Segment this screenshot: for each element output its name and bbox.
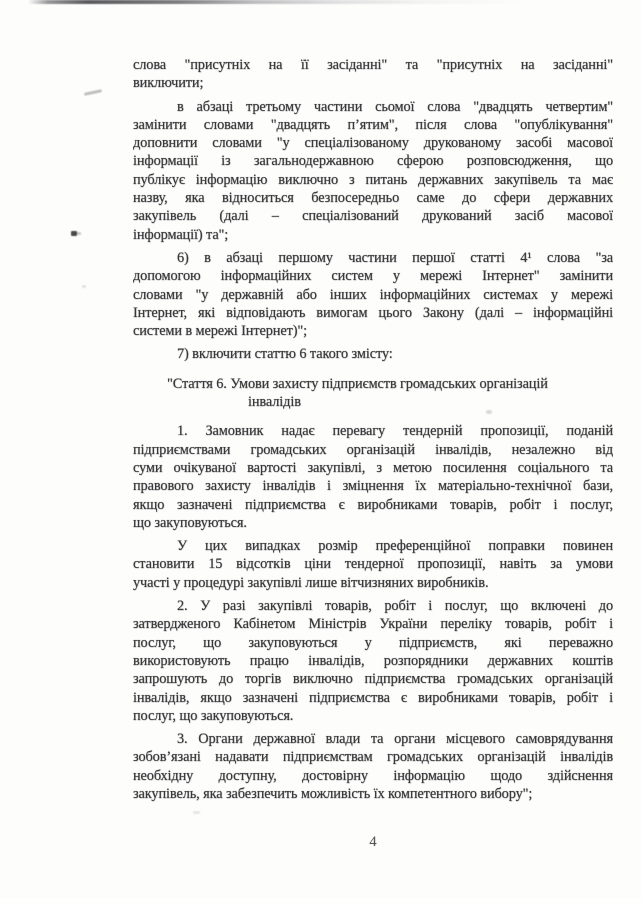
article-heading xyxy=(133,375,613,412)
scan-smudge-artifact xyxy=(28,0,524,4)
text-line: слова "присутніх на її засіданні" та "присутніх на засіданні" xyxy=(133,57,613,73)
text-line: запрошують до торгів виключно підприємства громадських організацій xyxy=(133,671,613,688)
text-line: 6) в абзаці першому частини першої статті 4¹ слова "за xyxy=(177,249,613,266)
text-line: 2. У разі закупівлі товарів, робіт і послуг, що включені до xyxy=(177,598,613,615)
text-line: в абзаці третьому частини сьомої слова "двадцять четвертим" xyxy=(177,98,613,115)
text-line: послуг, що закуповуються у підприємств, які переважно xyxy=(133,634,613,651)
text-line: інформації) та"; xyxy=(133,226,229,243)
text-line: доповнити словами "у спеціалізованому друкованому засобі масової xyxy=(133,135,613,152)
paragraph xyxy=(133,249,613,340)
text-line: затвердженого Кабінетом Міністрів України переліку товарів, робіт і xyxy=(133,616,613,633)
text-line: допомогою інформаційних систем у мережі Інтернет" замінити xyxy=(133,268,613,285)
scan-speck-artifact xyxy=(193,811,200,814)
paragraph xyxy=(133,597,613,725)
text-line: Інтернет, які відповідають вимогам цього Закону (далі – інформаційні xyxy=(133,304,613,321)
text-line: 1. Замовник надає перевагу тендерній пропозиції, поданій xyxy=(177,423,613,440)
text-line: "Стаття 6. Умови захисту підприємств громадських організацій xyxy=(167,375,548,392)
text-line: системи в мережі Інтернет)"; xyxy=(133,323,308,340)
text-line: зобов’язані надавати підприємствам громадських організацій інвалідів xyxy=(133,749,613,766)
text-line: необхідну доступну, достовірну інформацію щодо здійснення xyxy=(133,767,613,784)
text-line: публікує інформацію виключно з питань державних закупівель та має xyxy=(133,171,613,188)
text-line: словами "у державній або інших інформаційних системах у мережі xyxy=(133,286,613,303)
text-line: виключити; xyxy=(133,75,204,92)
text-line: інвалідів xyxy=(248,394,301,411)
paragraph xyxy=(133,98,613,244)
scan-mark-artifact xyxy=(84,89,102,96)
text-line: становити 15 відсотків ціни тендерної пропозиції, навіть за умови xyxy=(133,556,613,573)
text-line: послуг, що закуповуються. xyxy=(133,707,294,724)
text-line: використовують працю інвалідів, розпорядники державних коштів xyxy=(133,652,613,669)
text-line: якщо зазначені підприємства є виробниками товарів, робіт і послуг, xyxy=(133,496,613,513)
text-line: інформації із загальнодержавною сферою розповсюдження, що xyxy=(133,153,613,170)
page-number: 4 xyxy=(369,834,377,850)
scan-speck-artifact xyxy=(82,285,86,288)
text-line: інвалідів, якщо зазначені підприємства є виробниками товарів, робіт і xyxy=(133,689,613,706)
text-line: 3. Органи державної влади та органи місцевого самоврядування xyxy=(177,731,613,748)
paragraph xyxy=(133,56,613,93)
text-line: що закуповуються. xyxy=(133,514,247,531)
text-line: закупівель, яка забезпечить можливість їх компетентного вибору"; xyxy=(133,785,533,802)
text-line: закупівель (далі – спеціалізований друкований засіб масової xyxy=(133,208,613,225)
text-line: правового захисту інвалідів і зміцнення їх матеріально-технічної бази, xyxy=(133,478,613,495)
paragraph xyxy=(133,730,613,803)
paragraph xyxy=(133,422,613,532)
scan-speck-artifact xyxy=(71,231,77,236)
text-line: підприємствами громадських організацій інвалідів, незалежно від xyxy=(133,441,613,458)
text-line: У цих випадках розмір преференційної поправки повинен xyxy=(177,538,613,555)
text-line: участі у процедурі закупівлі лише вітчизняних виробників. xyxy=(133,574,489,591)
text-line: замінити словами "двадцять п’ятим", після слова "опублікування" xyxy=(133,116,613,133)
document-body xyxy=(133,56,613,803)
paragraph xyxy=(133,537,613,592)
text-line: назву, яка відноситься безпосередньо саме до сфери державних xyxy=(133,190,613,207)
paragraph xyxy=(133,345,613,363)
text-line: суми очікуваної вартості закупівлі, з метою посилення соціального та xyxy=(133,459,613,476)
text-line: 7) включити статтю 6 такого змісту: xyxy=(177,346,393,363)
